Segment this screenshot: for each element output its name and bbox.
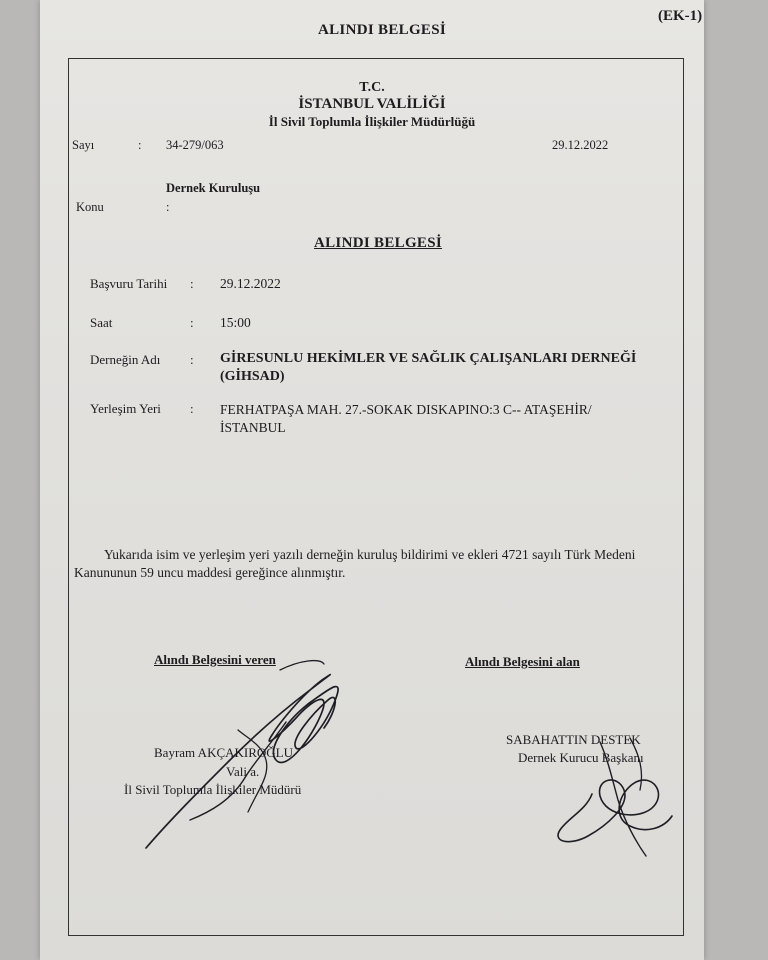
giver-role-2: İl Sivil Toplumla İlişkiler Müdürü (124, 782, 302, 797)
sayi-colon: : (138, 138, 142, 152)
giver-heading: Alındı Belgesini veren (154, 652, 276, 667)
konu-value: Dernek Kuruluşu (166, 181, 261, 195)
konu-colon: : (166, 200, 170, 214)
document-title: ALINDI BELGESİ (314, 235, 442, 251)
field-value-saat: 15:00 (220, 315, 251, 330)
header-line-3: İl Sivil Toplumla İlişkiler Müdürlüğü (268, 114, 476, 129)
document-sheet (40, 0, 704, 960)
top-title: ALINDI BELGESİ (318, 22, 446, 38)
field-value-dernek-adi: GİRESUNLU HEKİMLER VE SAĞLIK ÇALIŞANLARI DERNEĞİ (GİHSAD) (220, 351, 637, 384)
field-label-basvuru: Başvuru Tarihi (90, 276, 168, 291)
receiver-signature (40, 0, 704, 960)
field-value-yerlesim: FERHATPAŞA MAH. 27.-SOKAK DISKAPINO:3 C-- ATAŞEHİR/İSTANBUL (220, 402, 592, 435)
field-colon: : (190, 276, 194, 291)
header-line-1: T.C. (359, 80, 385, 95)
giver-role-1: Vali a. (226, 764, 260, 779)
document-date: 29.12.2022 (552, 138, 609, 152)
receiver-heading: Alındı Belgesini alan (465, 654, 580, 669)
giver-name: Bayram AKÇAKIROĞLU (154, 745, 294, 760)
receiver-name: SABAHATTIN DESTEK (506, 732, 641, 747)
field-label-dernek-adi: Derneğin Adı (90, 352, 161, 367)
field-colon: : (190, 401, 194, 416)
field-label-saat: Saat (90, 315, 113, 330)
header-line-2: İSTANBUL VALİLİĞİ (298, 96, 446, 112)
sayi-value: 34-279/063 (166, 138, 224, 152)
field-colon: : (190, 315, 194, 330)
field-label-yerlesim: Yerleşim Yeri (90, 401, 161, 416)
sayi-label: Sayı (72, 138, 95, 152)
konu-label: Konu (76, 200, 104, 214)
receiver-role: Dernek Kurucu Başkanı (518, 750, 644, 765)
field-value-basvuru: 29.12.2022 (220, 276, 281, 291)
annex-label: (EK-1) (658, 8, 703, 24)
field-colon: : (190, 352, 194, 367)
declaration-paragraph: Yukarıda isim ve yerleşim yeri yazılı derneğin kuruluş bildirimi ve ekleri 4721 sayılı Türk Medeni Kanununun 59 uncu maddesi gereğince alınmıştır. (74, 547, 636, 580)
